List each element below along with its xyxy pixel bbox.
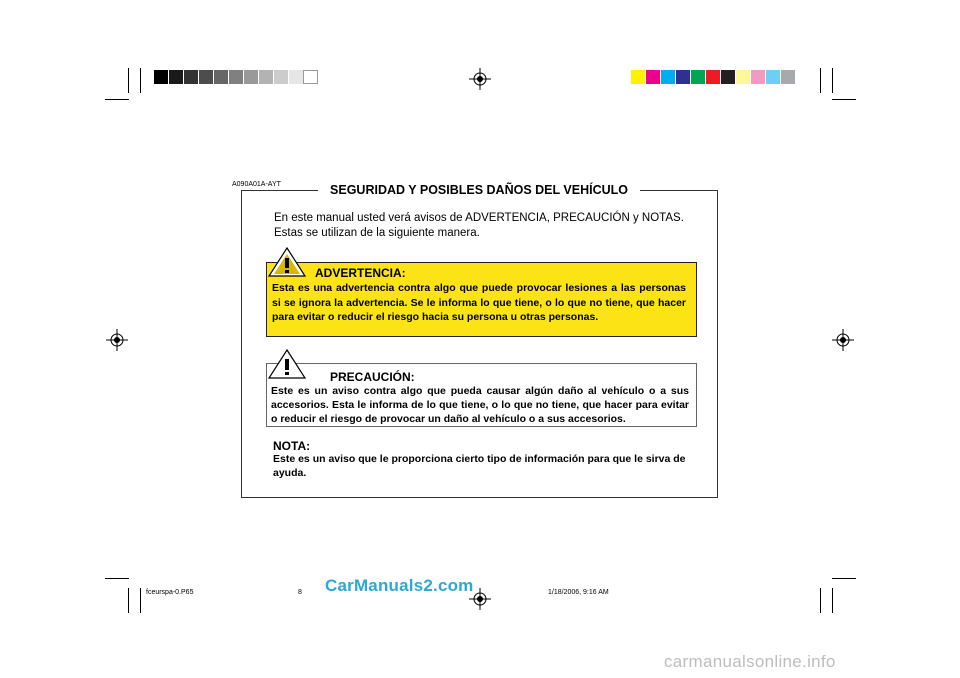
gray-calibration-bar xyxy=(153,70,318,84)
footer-filename: fceurspa-0.P65 xyxy=(146,589,194,596)
crop-mark xyxy=(832,578,856,579)
crop-mark xyxy=(832,99,856,100)
calibration-swatch xyxy=(213,70,228,84)
calibration-swatch xyxy=(750,70,765,84)
calibration-swatch xyxy=(630,70,645,84)
calibration-swatch xyxy=(660,70,675,84)
calibration-swatch xyxy=(273,70,288,84)
note-text: Este es un aviso que le proporciona cierto tipo de información para que le sirva de ayuda. xyxy=(273,453,686,479)
calibration-swatch xyxy=(243,70,258,84)
calibration-swatch xyxy=(258,70,273,84)
caution-text: Este es un aviso contra algo que pueda causar algún daño al vehículo o a sus accesorios. Esta le informa de lo que tiene, o lo que no tiene, que hacer para evitar o reducir el riesgo de provocar un daño al vehículo o a sus accesorios. xyxy=(271,385,689,425)
watermark-text: carmanualsonline.info xyxy=(664,652,836,671)
caution-triangle-icon xyxy=(268,349,306,379)
calibration-swatch xyxy=(288,70,303,84)
calibration-swatch xyxy=(675,70,690,84)
calibration-swatch xyxy=(183,70,198,84)
registration-mark-icon xyxy=(106,329,128,351)
calibration-swatch xyxy=(645,70,660,84)
page-title: SEGURIDAD Y POSIBLES DAÑOS DEL VEHÍCULO xyxy=(330,183,628,197)
crop-mark xyxy=(820,68,821,93)
calibration-swatch xyxy=(690,70,705,84)
crop-mark xyxy=(105,99,129,100)
crop-mark xyxy=(140,68,141,93)
crop-mark xyxy=(820,588,821,613)
calibration-swatch xyxy=(198,70,213,84)
intro-line: Estas se utilizan de la siguiente manera. xyxy=(274,227,480,239)
footer-date: 1/18/2006, 9:16 AM xyxy=(548,589,609,596)
section-code: A090A01A-AYT xyxy=(232,181,281,188)
registration-mark-icon xyxy=(832,329,854,351)
crop-mark xyxy=(832,68,833,93)
crop-mark xyxy=(140,588,141,613)
color-calibration-bar xyxy=(630,70,795,84)
caution-heading: PRECAUCIÓN: xyxy=(330,370,415,384)
calibration-swatch xyxy=(735,70,750,84)
registration-mark-icon xyxy=(469,68,491,90)
calibration-swatch xyxy=(705,70,720,84)
note-heading: NOTA: xyxy=(273,439,311,453)
intro-paragraph xyxy=(274,211,694,241)
calibration-swatch xyxy=(780,70,795,84)
crop-mark xyxy=(832,588,833,613)
crop-mark xyxy=(128,588,129,613)
warning-heading: ADVERTENCIA: xyxy=(315,266,406,280)
crop-mark xyxy=(105,578,129,579)
calibration-swatch xyxy=(303,70,318,84)
calibration-swatch xyxy=(720,70,735,84)
intro-line: En este manual usted verá avisos de ADVERTENCIA, PRECAUCIÓN y NOTAS. xyxy=(274,212,684,224)
crop-mark xyxy=(128,68,129,93)
warning-triangle-icon xyxy=(268,247,306,277)
calibration-swatch xyxy=(765,70,780,84)
footer-page-number: 8 xyxy=(298,589,302,596)
calibration-swatch xyxy=(228,70,243,84)
warning-text: Esta es una advertencia contra algo que puede provocar lesiones a las personas si se ignora la advertencia. Se le informa lo que tiene, o lo que no tiene, que hacer para evitar o reducir el riesgo hacia su persona u otras personas. xyxy=(272,282,686,323)
brand-link[interactable]: CarManuals2.com xyxy=(325,576,474,595)
calibration-swatch xyxy=(153,70,168,84)
calibration-swatch xyxy=(168,70,183,84)
